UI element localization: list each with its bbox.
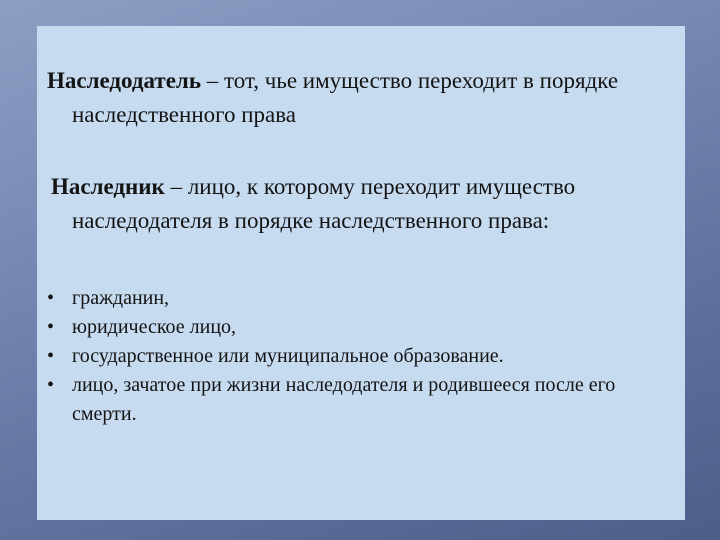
term-heir: Наследник	[51, 174, 165, 199]
list-item-text: лицо, зачатое при жизни наследодателя и родившееся после его смерти.	[72, 374, 616, 425]
definition-testator-text: – тот, чье имущество переходит в порядке наследственного права	[72, 68, 619, 127]
bullet-icon: •	[47, 287, 55, 309]
list-item-text: государственное или муниципальное образование.	[72, 345, 504, 367]
list-item-text: гражданин,	[72, 287, 170, 309]
definition-heir-text: – лицо, к которому переходит имущество наследодателя в порядке наследственного права:	[72, 174, 576, 233]
slide-content-panel	[37, 26, 685, 520]
list-item	[47, 284, 657, 313]
list-item-text: юридическое лицо,	[72, 316, 237, 338]
definition-heir	[51, 170, 668, 238]
term-testator: Наследодатель	[47, 68, 201, 93]
bullet-icon: •	[47, 345, 55, 367]
list-item	[47, 371, 657, 429]
list-item	[47, 342, 657, 371]
bullet-icon: •	[47, 316, 55, 338]
bullet-icon: •	[47, 374, 55, 396]
definition-testator	[47, 64, 672, 132]
heirs-list	[47, 284, 657, 429]
list-item	[47, 313, 657, 342]
